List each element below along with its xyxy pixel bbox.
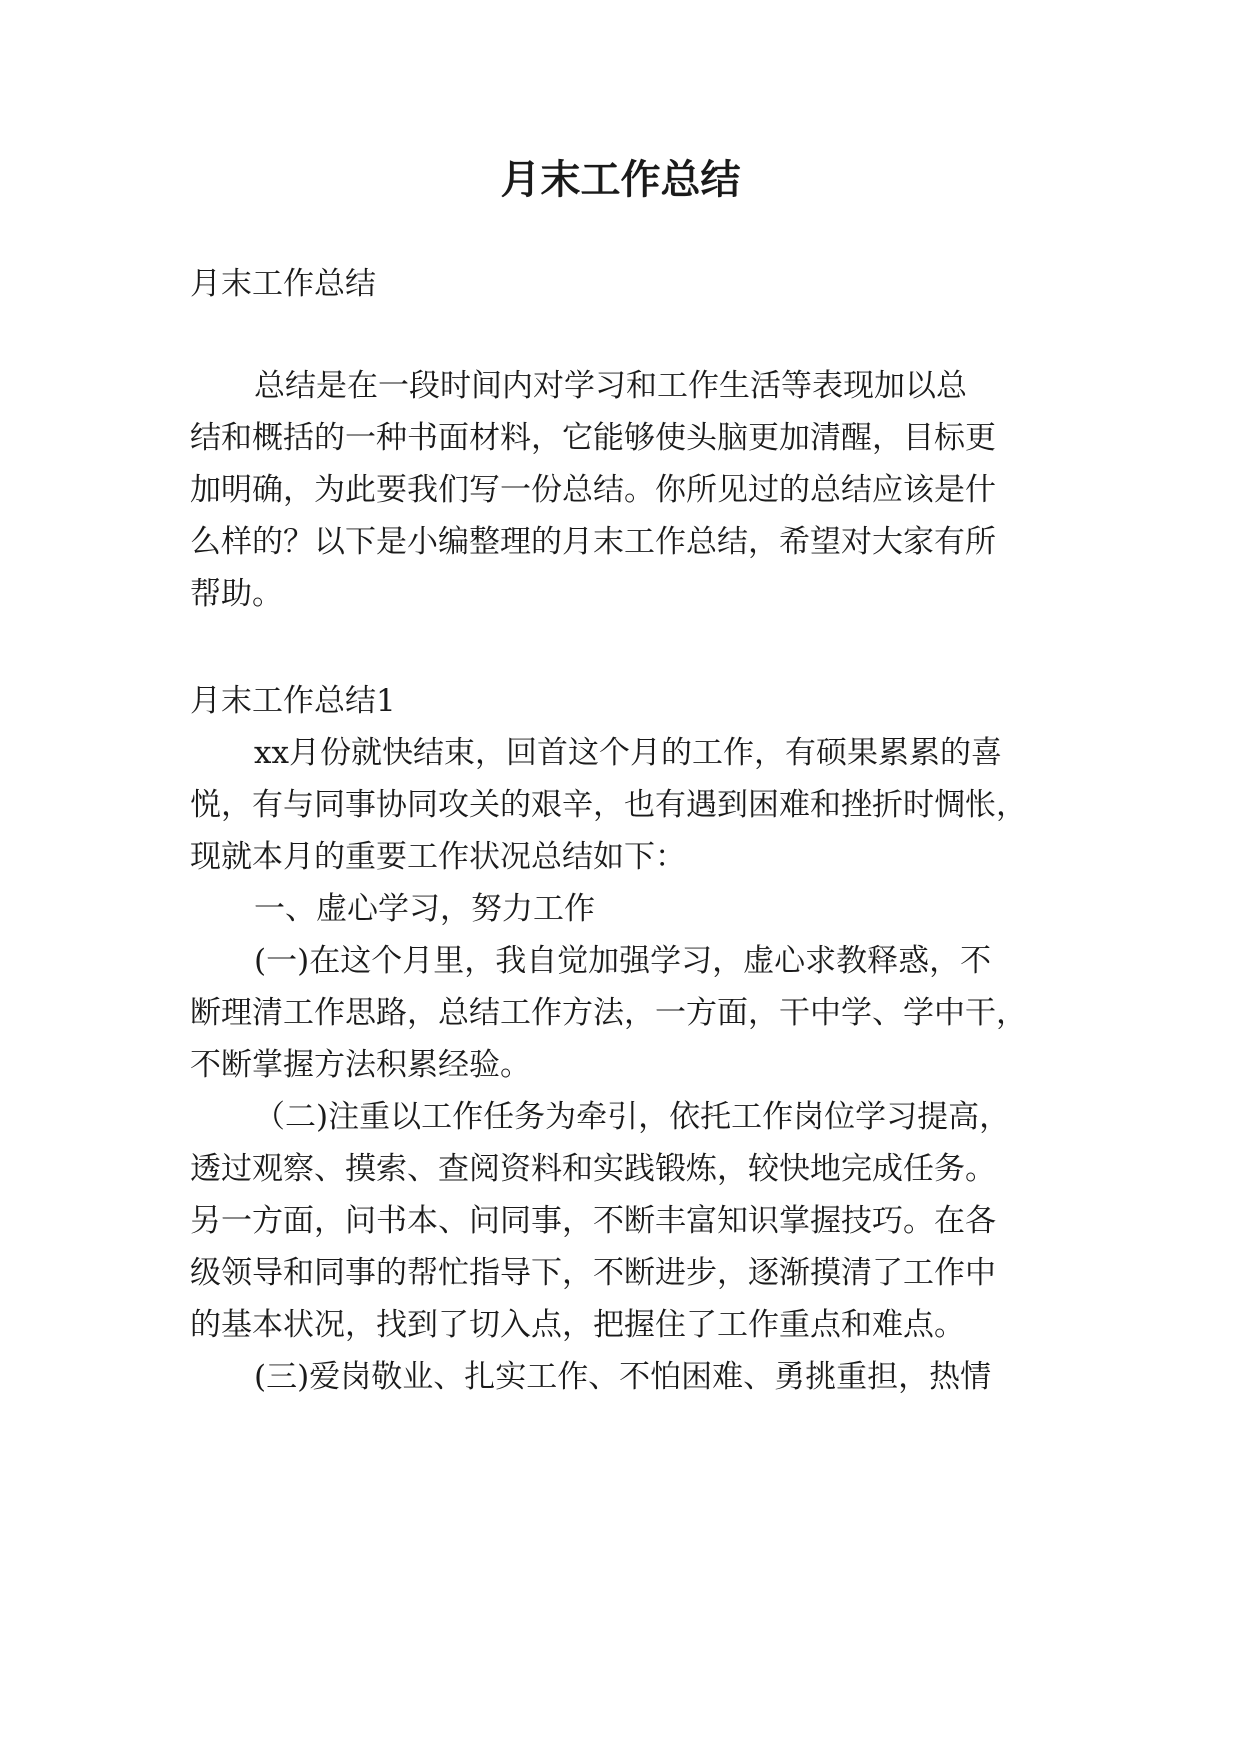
body-line: 另一方面，问书本、问同事，不断丰富知识掌握技巧。在各 xyxy=(190,1203,996,1239)
intro-line: 加明确，为此要我们写一份总结。你所见过的总结应该是什 xyxy=(190,472,996,508)
body-line: 透过观察、摸索、查阅资料和实践锻炼，较快地完成任务。 xyxy=(190,1151,996,1187)
intro-line: 结和概括的一种书面材料，它能够使头脑更加清醒，目标更 xyxy=(190,420,996,456)
body-line: （二)注重以工作任务为牵引，依托工作岗位学习提高， xyxy=(254,1099,1011,1135)
body-line: 不断掌握方法积累经验。 xyxy=(190,1047,531,1083)
body-line: (一)在这个月里，我自觉加强学习，虚心求教释惑，不 xyxy=(254,943,992,979)
intro-line: 总结是在一段时间内对学习和工作生活等表现加以总 xyxy=(254,368,967,404)
body-line: 悦，有与同事协同攻关的艰辛，也有遇到困难和挫折时惆怅， xyxy=(190,787,1027,823)
body-line: 一、虚心学习，努力工作 xyxy=(254,891,595,927)
document-subtitle: 月末工作总结 xyxy=(190,266,376,302)
intro-line: 帮助。 xyxy=(190,576,283,612)
body-line: 级领导和同事的帮忙指导下，不断进步，逐渐摸清了工作中 xyxy=(190,1255,996,1291)
body-line: xx月份就快结束，回首这个月的工作，有硕果累累的喜 xyxy=(254,735,1002,771)
body-line: 的基本状况，找到了切入点，把握住了工作重点和难点。 xyxy=(190,1307,965,1343)
section-heading: 月末工作总结1 xyxy=(190,683,396,719)
intro-line: 么样的？以下是小编整理的月末工作总结，希望对大家有所 xyxy=(190,524,996,560)
body-line: 现就本月的重要工作状况总结如下： xyxy=(190,839,686,875)
document-title: 月末工作总结 xyxy=(500,157,741,203)
body-line: (三)爱岗敬业、扎实工作、不怕困难、勇挑重担，热情 xyxy=(254,1359,992,1395)
body-line: 断理清工作思路，总结工作方法，一方面，干中学、学中干， xyxy=(190,995,1027,1031)
